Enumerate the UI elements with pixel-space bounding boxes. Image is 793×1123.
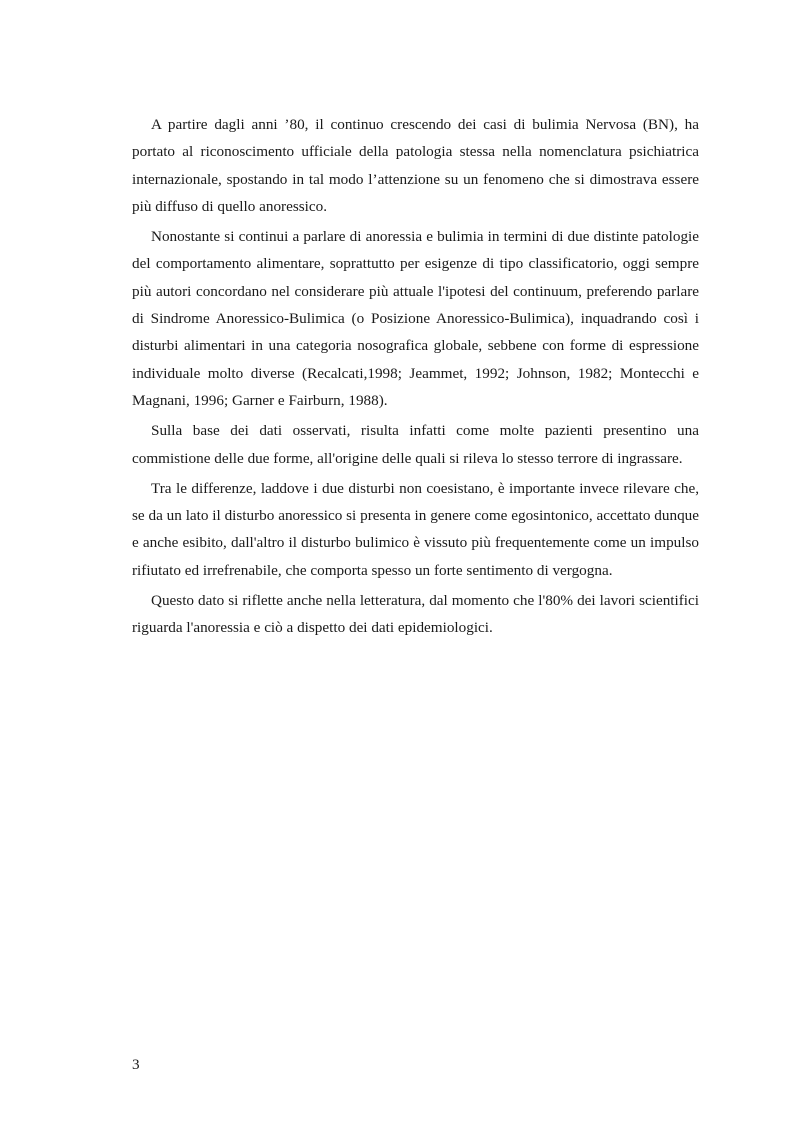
page-number: 3 xyxy=(132,1056,140,1073)
paragraph-2: Nonostante si continui a parlare di anoressia e bulimia in termini di due distinte patologie del comportamento alimentare, soprattutto per esigenze di tipo classificatorio, oggi sempre più autori concordano nel considerare più attuale l'ipotesi del continuum, preferendo parlare di Sindrome Anoressico-Bulimica (o Posizione Anoressico-Bulimica), inquadrando così i disturbi alimentari in una categoria nosografica globale, sebbene con forme di espressione individuale molto diverse (Recalcati,1998; Jeammet, 1992; Johnson, 1982; Montecchi e Magnani, 1996; Garner e Fairburn, 1988). xyxy=(132,228,699,409)
paragraph-4: Tra le differenze, laddove i due disturbi non coesistano, è importante invece rilevare che, se da un lato il disturbo anoressico si presenta in genere come egosintonico, accettato dunque e anche esibito, dall'altro il disturbo bulimico è vissuto più frequentemente come un impulso rifiutato ed irrefrenabile, che comporta spesso un forte sentimento di vergogna. xyxy=(132,479,699,579)
paragraph-1: A partire dagli anni ’80, il continuo crescendo dei casi di bulimia Nervosa (BN), ha portato al riconoscimento ufficiale della patologia stessa nella nomenclatura psichiatrica internazionale, spostando in tal modo l’attenzione su un fenomeno che si dimostrava essere più diffuso di quello anoressico. xyxy=(132,116,699,215)
body-text xyxy=(132,111,699,645)
paragraph-5: Questo dato si riflette anche nella letteratura, dal momento che l'80% dei lavori scientifici riguarda l'anoressia e ciò a dispetto dei dati epidemiologici. xyxy=(132,592,699,637)
paragraph-3: Sulla base dei dati osservati, risulta infatti come molte pazienti presentino una commistione delle due forme, all'origine delle quali si rileva lo stesso terrore di ingrassare. xyxy=(132,422,699,467)
